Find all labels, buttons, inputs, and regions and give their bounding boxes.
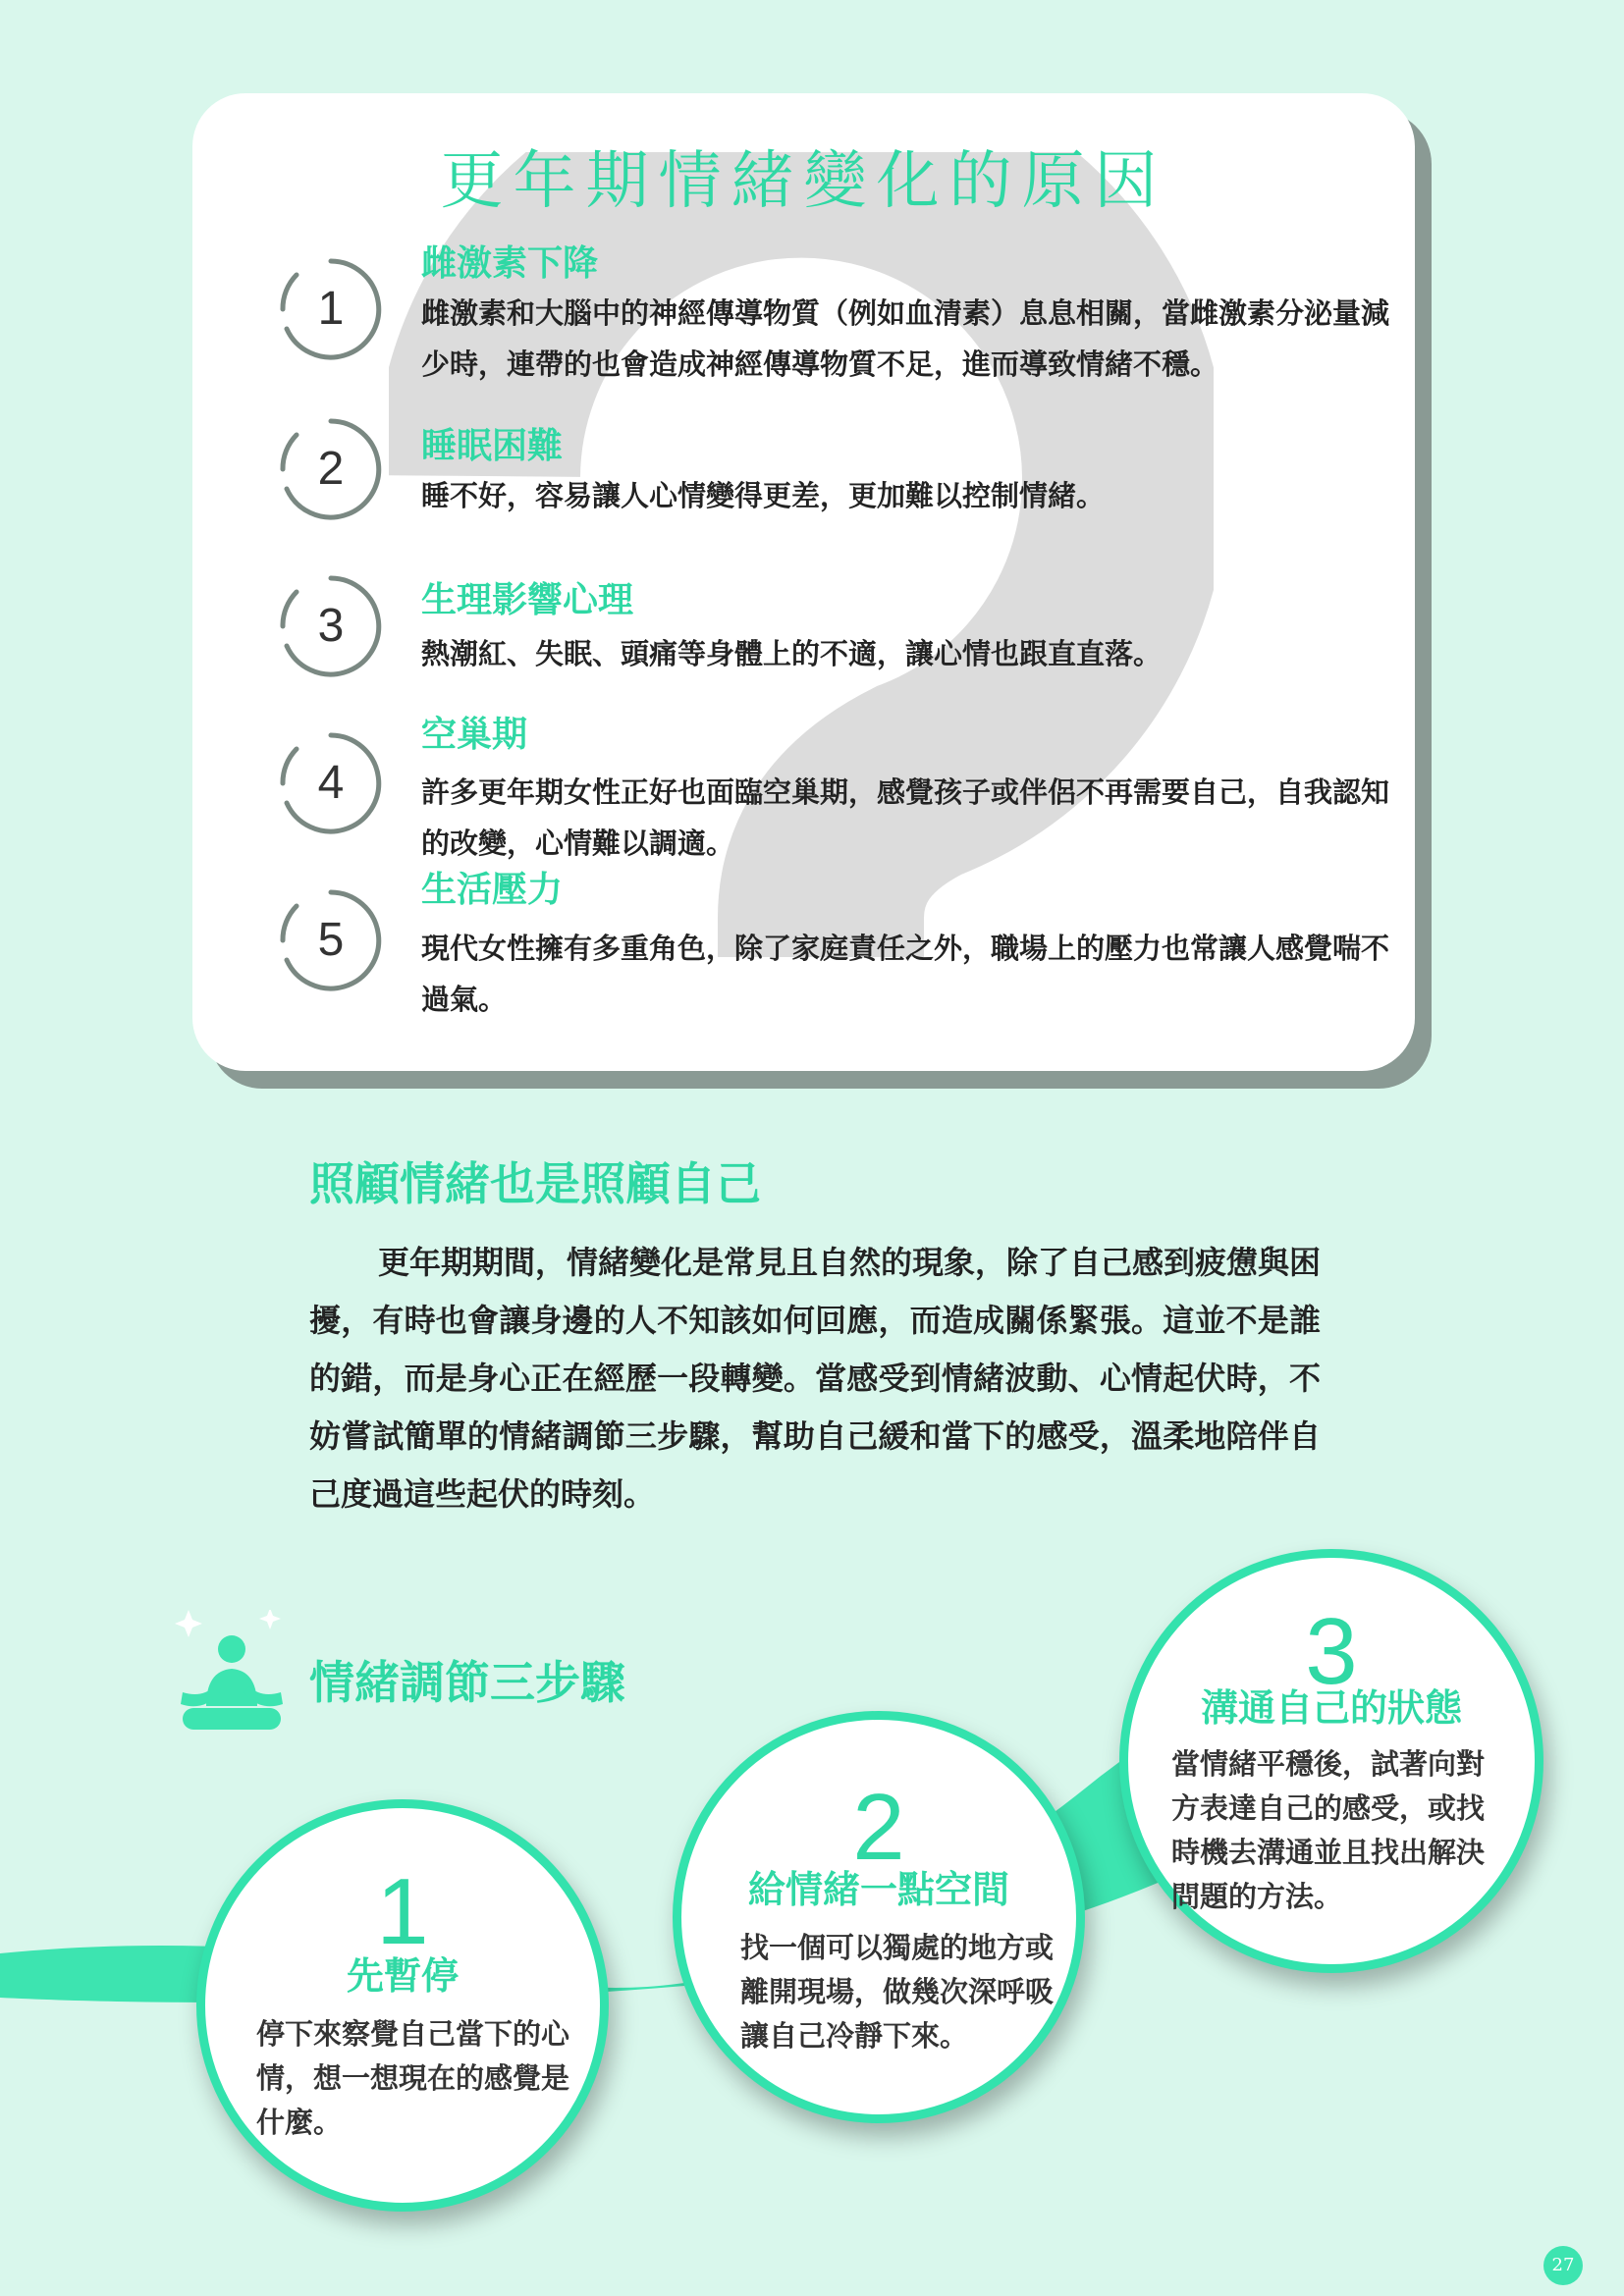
reason-body: 雌激素和大腦中的神經傳導物質（例如血清素）息息相關，當雌激素分泌量減少時，連帶的也會造成神經傳導物質不足，進而導致情緒不穩。	[421, 296, 1390, 381]
number-ring-4	[277, 729, 385, 837]
reason-number: 4	[317, 757, 345, 809]
step-body: 當情緒平穩後，試著向對方表達自己的感受，或找時機去溝通並且找出解決問題的方法。	[1171, 1747, 1486, 1913]
step-number: 3	[1305, 1599, 1358, 1704]
reason-body: 許多更年期女性正好也面臨空巢期，感覺孩子或伴侶不再需要自己，自我認知的改變，心情難以調適。	[421, 775, 1390, 860]
reason-body: 熱潮紅、失眠、頭痛等身體上的不適，讓心情也跟直直落。	[421, 637, 1163, 670]
step-body: 停下來察覺自己當下的心情，想一想現在的感覺是什麼。	[256, 2017, 570, 2139]
step-circle-2	[673, 1711, 1085, 2123]
step-title: 給情緒一點空間	[747, 1868, 1009, 1911]
number-ring-1	[277, 255, 385, 363]
reason-title: 生活壓力	[421, 870, 564, 910]
reason-title: 生理影響心理	[421, 580, 634, 620]
reasons-card	[192, 93, 1415, 1071]
step-circle-3	[1119, 1549, 1543, 1973]
meditation-icon	[173, 1610, 291, 1737]
steps-heading: 情緒調節三步驟	[309, 1656, 625, 1709]
reason-body: 睡不好，容易讓人心情變得更差，更加難以控制情緒。	[421, 479, 1106, 512]
reason-number: 2	[317, 443, 345, 495]
reason-title: 雌激素下降	[421, 243, 599, 284]
section-heading: 照顧情緒也是照顧自己	[309, 1157, 761, 1210]
step-circle-1	[196, 1799, 609, 2212]
step-body: 找一個可以獨處的地方或離開現場，做幾次深呼吸讓自己冷靜下來。	[740, 1931, 1055, 2053]
page-number: 27	[1543, 2246, 1583, 2285]
reason-body: 現代女性擁有多重角色，除了家庭責任之外，職場上的壓力也常讓人感覺喘不過氣。	[421, 932, 1390, 1016]
number-ring-3	[277, 572, 385, 680]
number-ring-5	[277, 886, 385, 994]
card-title: 更年期情緒變化的原因	[440, 145, 1167, 218]
reason-title: 睡眠困難	[421, 426, 564, 466]
reason-number: 5	[317, 914, 345, 966]
reason-number: 1	[317, 283, 345, 335]
section-paragraph: 更年期期間，情緒變化是常見且自然的現象，除了自己感到疲憊與困擾，有時也會讓身邊的人不知該如何回應，而造成關係緊張。這並不是誰的錯，而是身心正在經歷一段轉變。當感受到情緒波動、心情起伏時，不妨嘗試簡單的情緒調節三步驟，幫助自己緩和當下的感受，溫柔地陪伴自己度過這些起伏的時刻。	[309, 1244, 1322, 1513]
step-title: 溝通自己的狀態	[1200, 1686, 1462, 1730]
reason-title: 空巢期	[421, 715, 528, 755]
step-number: 1	[376, 1859, 429, 1964]
number-ring-2	[277, 415, 385, 523]
step-title: 先暫停	[346, 1954, 459, 1998]
reason-number: 3	[317, 600, 345, 652]
step-number: 2	[852, 1775, 905, 1880]
